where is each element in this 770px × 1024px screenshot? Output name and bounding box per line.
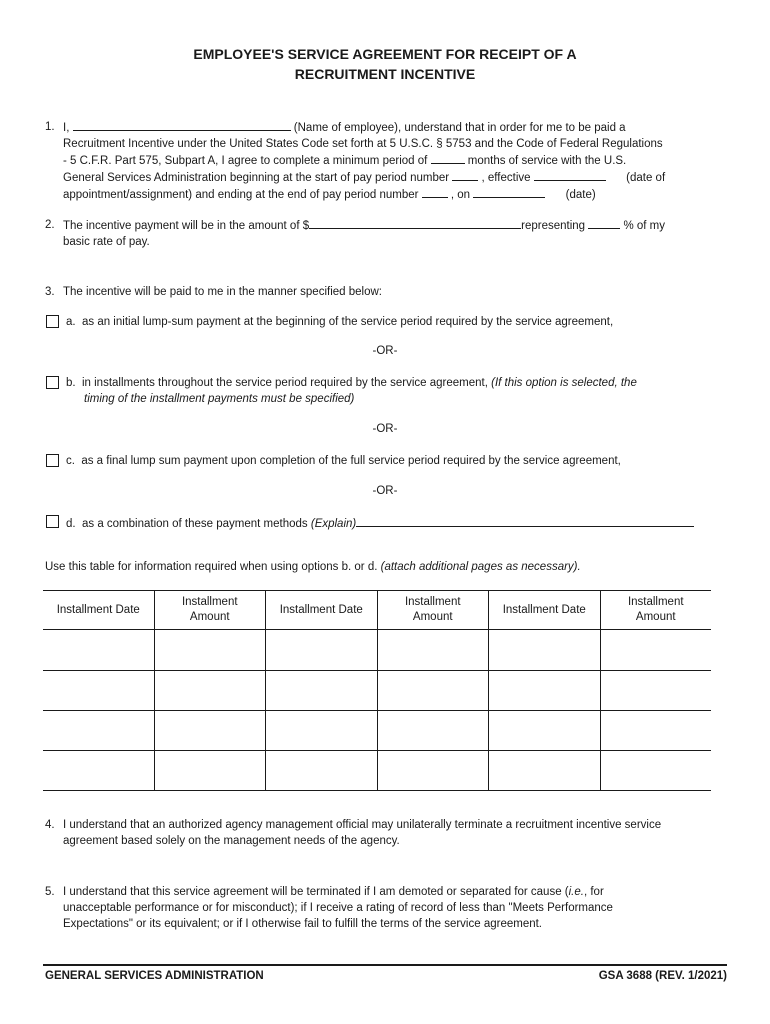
table-cell[interactable] [154, 711, 266, 751]
option-c [66, 453, 746, 469]
form-title [0, 44, 770, 84]
item2-number: 2. [45, 219, 55, 231]
option-d-checkbox[interactable] [46, 515, 59, 528]
item4-line1: I understand that an authorized agency management official may unilaterally terminate a recruitment incentive service [63, 819, 662, 831]
item5-line2: unacceptable performance or for misconduct); if I receive a rating of record of less than "Meets Performance [63, 902, 613, 914]
header-text: Installment Date [56, 603, 140, 616]
header-installment-date-2 [266, 591, 378, 630]
form-title-line1: EMPLOYEE'S SERVICE AGREEMENT FOR RECEIPT OF A [193, 46, 577, 62]
footer-form-number: GSA 3688 (REV. 1/2021) [598, 970, 727, 982]
end-pay-period-blank[interactable] [422, 186, 448, 198]
amount-blank[interactable] [309, 217, 521, 229]
header-text: Amount [189, 611, 230, 623]
item1-text-a: I, [63, 122, 70, 134]
table-cell[interactable] [600, 711, 711, 751]
header-installment-amount-3 [600, 591, 711, 630]
item5-line1-a: I understand that this service agreement will be terminated if I am demoted or separated for cause ( [63, 886, 569, 898]
table-cell[interactable] [154, 751, 266, 791]
percent-blank[interactable] [588, 217, 620, 229]
end-date-blank[interactable] [473, 186, 545, 198]
header-text: Installment [181, 596, 238, 608]
table-cell[interactable] [377, 671, 489, 711]
table-cell[interactable] [489, 630, 601, 671]
item1-number: 1. [45, 121, 55, 133]
table-row [43, 671, 711, 711]
item5-line3: Expectations" or its equivalent; or if I otherwise fail to fulfill the terms of the service agreement. [63, 918, 542, 930]
header-text: Installment [404, 596, 461, 608]
table-cell[interactable] [600, 630, 711, 671]
option-b-checkbox[interactable] [46, 376, 59, 389]
option-a-checkbox[interactable] [46, 315, 59, 328]
item4-number: 4. [45, 819, 55, 831]
table-cell[interactable] [266, 630, 378, 671]
table-cell[interactable] [43, 671, 154, 711]
option-c-checkbox[interactable] [46, 454, 59, 467]
footer-agency: GENERAL SERVICES ADMINISTRATION [45, 970, 264, 982]
table-cell[interactable] [266, 671, 378, 711]
header-text: Amount [635, 611, 676, 623]
table-cell[interactable] [43, 751, 154, 791]
table-cell[interactable] [600, 671, 711, 711]
footer-divider [43, 964, 727, 966]
item4-line2: agreement based solely on the management needs of the agency. [63, 835, 400, 847]
item2-line1-b: representing [521, 220, 586, 232]
item1-line4-a: General Services Administration beginning at the start of pay period number [63, 172, 450, 184]
or-separator-2: -OR- [372, 423, 398, 435]
item1-line5-b: , on [450, 189, 471, 201]
option-b-note2: timing of the installment payments must be specified) [84, 393, 355, 405]
option-b-letter: b. [66, 377, 76, 389]
option-d-text: as a combination of these payment methods [81, 518, 308, 530]
item2-line1 [63, 217, 733, 234]
table-note-text: Use this table for information required when using options b. or d. [45, 561, 378, 573]
header-installment-amount-1 [154, 591, 266, 630]
item1-line2: Recruitment Incentive under the United States Code set forth at 5 U.S.C. § 5753 and the Code of Federal Regulations [63, 138, 663, 150]
option-d-explain-label: (Explain) [310, 518, 357, 530]
item1-line1 [63, 119, 733, 136]
table-cell[interactable] [43, 630, 154, 671]
header-installment-date-3 [489, 591, 601, 630]
item5-line1-b: , for [583, 886, 604, 898]
option-c-letter: c. [66, 455, 75, 467]
table-cell[interactable] [43, 711, 154, 751]
item5-line1 [63, 884, 733, 900]
table-cell[interactable] [266, 711, 378, 751]
item1-line5-c: (date) [565, 189, 596, 201]
header-installment-amount-2 [377, 591, 489, 630]
table-cell[interactable] [489, 751, 601, 791]
table-cell[interactable] [600, 751, 711, 791]
header-text: Installment Date [502, 603, 586, 616]
item1-line4-c: (date of [626, 172, 666, 184]
option-c-text: as a final lump sum payment upon completion of the full service period required by the service agreement, [81, 455, 621, 467]
table-cell[interactable] [377, 630, 489, 671]
item1-line3 [63, 152, 733, 169]
item2-line1-a: The incentive payment will be in the amount of $ [63, 220, 310, 232]
item1-line3-a: - 5 C.F.R. Part 575, Subpart A, I agree to complete a minimum period of [63, 155, 428, 167]
form-title-line2: RECRUITMENT INCENTIVE [294, 66, 476, 82]
item5-line1-ie: i.e. [568, 886, 584, 898]
item5-text [63, 884, 733, 932]
employee-name-blank[interactable] [73, 119, 291, 131]
item1-line5 [63, 186, 733, 203]
table-row [43, 751, 711, 791]
item3-number: 3. [45, 286, 55, 298]
item3-intro: The incentive will be paid to me in the manner specified below: [63, 286, 382, 298]
table-row [43, 711, 711, 751]
item1-text [63, 119, 733, 203]
option-a [66, 314, 746, 330]
months-blank[interactable] [431, 152, 465, 164]
header-text: Installment Date [279, 603, 363, 616]
explain-blank[interactable] [356, 515, 694, 527]
or-separator-1: -OR- [372, 345, 398, 357]
table-cell[interactable] [377, 751, 489, 791]
item5-number: 5. [45, 886, 55, 898]
item1-line3-b: months of service with the U.S. [467, 155, 627, 167]
header-text: Installment [627, 596, 684, 608]
item2-line2: basic rate of pay. [63, 236, 150, 248]
item1-text-b: (Name of employee), understand that in order for me to be paid a [293, 122, 626, 134]
table-cell[interactable] [489, 711, 601, 751]
option-d-letter: d. [66, 518, 76, 530]
effective-date-blank[interactable] [534, 169, 606, 181]
option-d [66, 515, 746, 532]
header-text: Amount [412, 611, 453, 623]
item2-text [63, 217, 733, 250]
item1-line5-a: appointment/assignment) and ending at the end of pay period number [63, 189, 419, 201]
option-b-note1: (If this option is selected, the [491, 377, 637, 389]
option-a-letter: a. [66, 316, 76, 328]
option-b-text: in installments throughout the service period required by the service agreement, [81, 377, 488, 389]
table-cell[interactable] [266, 751, 378, 791]
item2-line1-c: % of my [623, 220, 666, 232]
table-row [43, 630, 711, 671]
table-header-row [43, 591, 711, 630]
item4-text [63, 817, 733, 849]
option-a-text: as an initial lump-sum payment at the beginning of the service period required by the service agreement, [81, 316, 614, 328]
start-pay-period-blank[interactable] [452, 169, 478, 181]
table-cell[interactable] [489, 671, 601, 711]
table-cell[interactable] [154, 671, 266, 711]
or-separator-3: -OR- [372, 485, 398, 497]
installment-table [43, 590, 711, 791]
table-cell[interactable] [154, 630, 266, 671]
table-note [45, 559, 735, 575]
option-b [66, 375, 746, 407]
option-b-line1 [66, 375, 746, 391]
header-installment-date-1 [43, 591, 154, 630]
table-note-italic: (attach additional pages as necessary). [380, 561, 581, 573]
item1-line4-b: , effective [481, 172, 531, 184]
item1-line4 [63, 169, 733, 186]
table-cell[interactable] [377, 711, 489, 751]
